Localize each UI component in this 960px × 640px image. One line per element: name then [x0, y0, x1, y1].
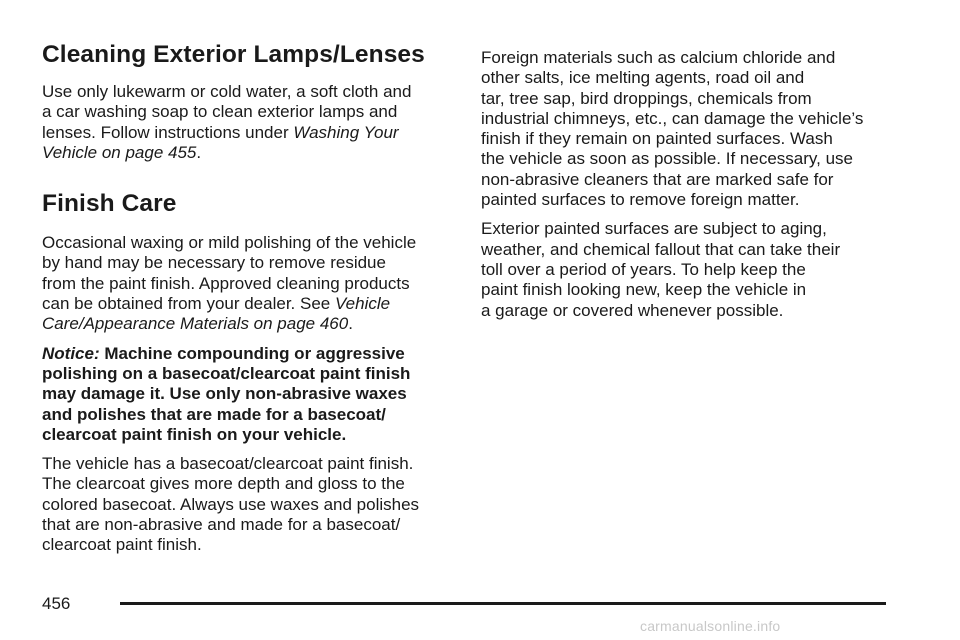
cleaning-lamps-text: Use only lukewarm or cold water, a soft cloth and a car washing soap to clean exterior lamps and lenses. Follow instructions under [42, 82, 412, 142]
finish-care-paragraph [42, 233, 447, 334]
care-materials-reference: Vehicle Care/Appearance Materials on page 460 [42, 294, 391, 334]
notice-text: Machine compounding or aggressive polishing on a basecoat/clearcoat paint finish may damage it. Use only non-abrasive waxes and polishes that are made for a basecoat/ clearcoat paint finish on your vehicle. [42, 343, 411, 444]
watermark-text: carmanualsonline.info [640, 618, 781, 634]
footer-divider [120, 602, 886, 605]
page-number: 456 [42, 594, 71, 613]
notice-label: Notice: [42, 343, 100, 363]
finish-care-end: . [348, 314, 353, 334]
basecoat-paragraph: The vehicle has a basecoat/clearcoat paint finish. The clearcoat gives more depth and gloss to the colored basecoat. Always use waxes and polishes that are non-abrasive and made for a basecoat/ clearcoat paint finish. [42, 454, 420, 555]
notice-paragraph [42, 344, 447, 445]
washing-vehicle-reference: Washing Your Vehicle on page 455 [42, 122, 399, 162]
left-column [42, 40, 447, 565]
right-column [481, 48, 901, 330]
cleaning-lamps-paragraph [42, 82, 447, 163]
finish-care-text: Occasional waxing or mild polishing of the vehicle by hand may be necessary to remove residue from the paint finish. Approved cleaning products can be obtained from your dealer. See [42, 233, 417, 314]
section-title-cleaning-lamps: Cleaning Exterior Lamps/Lenses [42, 41, 425, 68]
exterior-surfaces-paragraph: Exterior painted surfaces are subject to aging, weather, and chemical fallout that can take their toll over a period of years. To help keep the paint finish looking new, keep the vehicle in a garage or covered whenever possible. [481, 219, 841, 320]
foreign-materials-paragraph: Foreign materials such as calcium chloride and other salts, ice melting agents, road oil and tar, tree sap, bird droppings, chemicals from industrial chimneys, etc., can damage the vehicle’s finish if they remain on painted surfaces. Wash the vehicle as soon as possible. If necessary, use non-abrasive cleaners that are marked safe for painted surfaces to remove foreign matter. [481, 48, 864, 210]
section-title-finish-care: Finish Care [42, 190, 177, 218]
cleaning-lamps-end: . [196, 142, 202, 162]
